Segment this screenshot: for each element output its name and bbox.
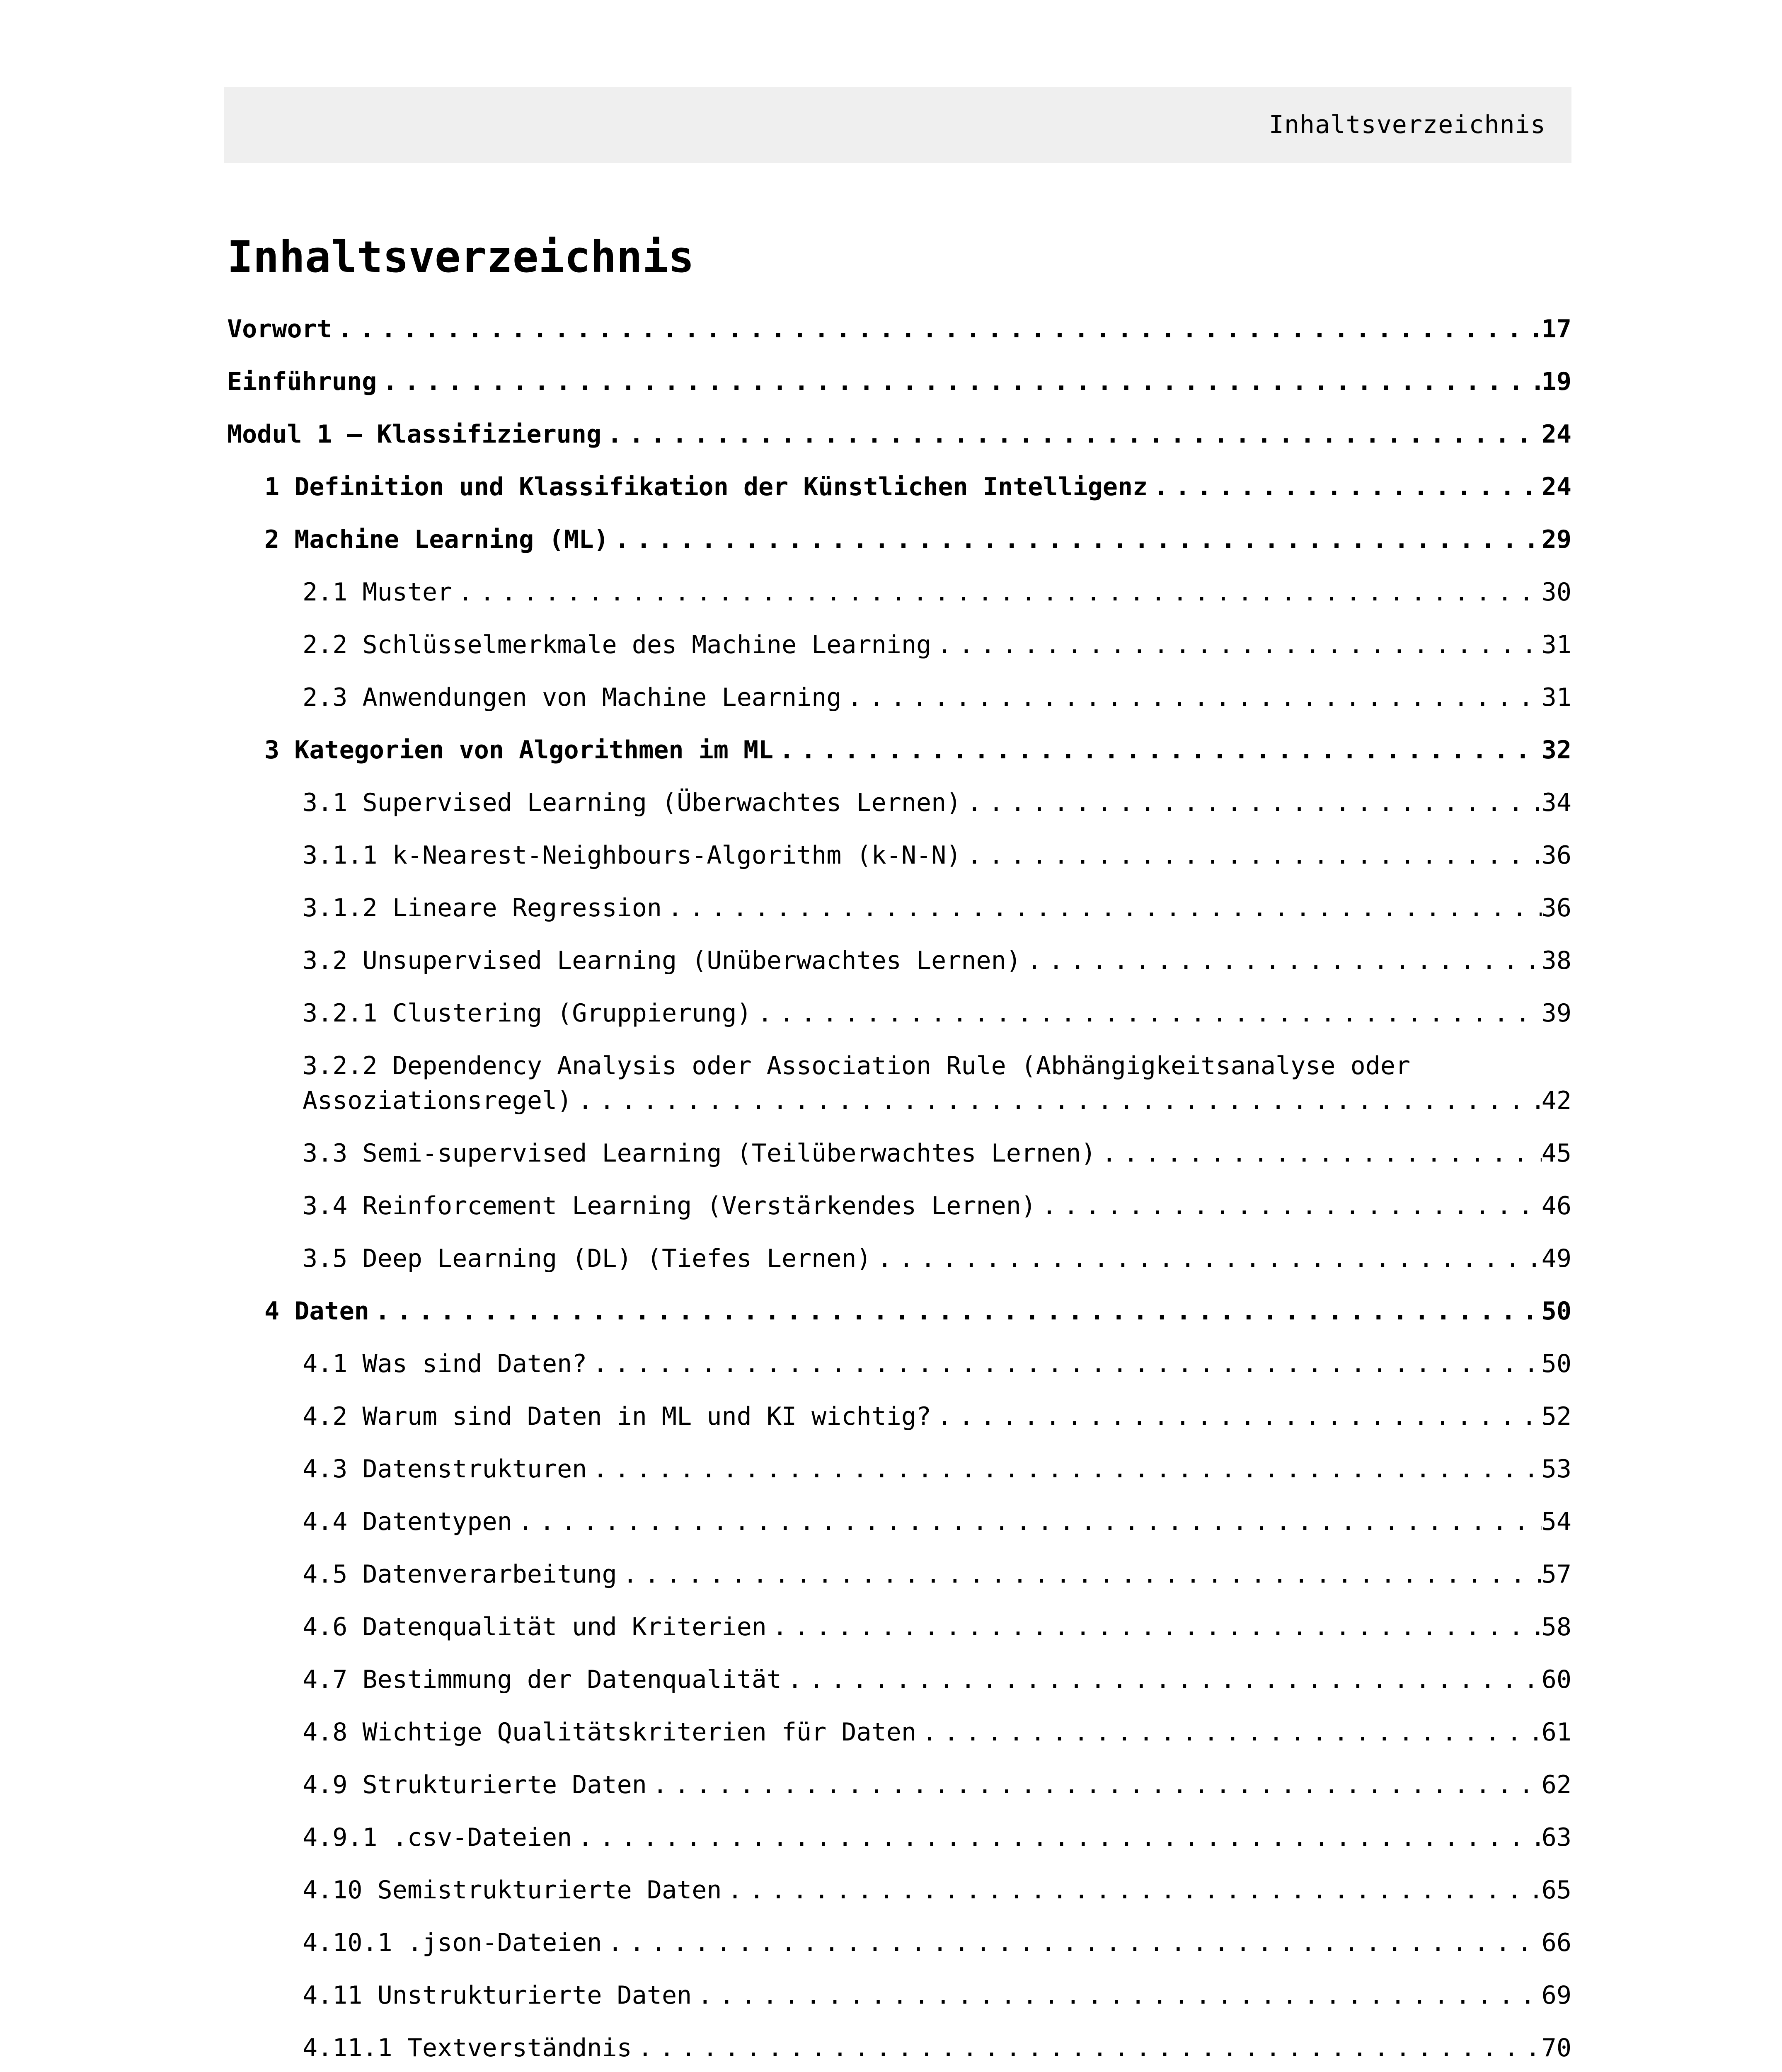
dot-leader [662,891,1542,925]
toc-entry[interactable] [227,2031,1571,2072]
dot-leader [632,2031,1542,2065]
dot-leader [1036,1188,1542,1223]
toc-entry-page: 57 [1541,1560,1571,1589]
toc-entry-page: 38 [1541,946,1571,975]
toc-entry-page: 53 [1541,1455,1571,1484]
toc-entry-label: Vorwort [227,315,332,344]
toc-entry[interactable] [227,1978,1571,2031]
dot-leader [722,1873,1541,1907]
dot-leader [767,1610,1542,1644]
toc-entry[interactable] [227,1557,1571,1610]
page-title: Inhaltsverzeichnis [227,232,695,282]
toc-entry-page: 32 [1541,736,1571,765]
dot-leader [369,1294,1542,1329]
dot-leader [587,1452,1541,1486]
toc-entry[interactable] [227,1346,1571,1399]
dot-leader [609,522,1542,557]
dot-leader [332,312,1542,346]
toc-entry[interactable] [227,891,1571,943]
toc-entry-label: 4.1 Was sind Daten? [303,1349,587,1378]
toc-entry[interactable] [227,1399,1571,1452]
toc-entry-label: 1 Definition und Klassifikation der Künstlichen Intelligenz [264,472,1148,501]
dot-leader [377,364,1542,399]
toc-entry-label: 3.3 Semi-supervised Learning (Teilüberwachtes Lernen) [303,1139,1096,1168]
toc-entry-page: 61 [1541,1718,1571,1747]
toc-entry[interactable] [227,312,1571,364]
dot-leader [587,1346,1541,1381]
toc-entry-page: 36 [1541,841,1571,870]
toc-entry[interactable] [227,1048,1571,1136]
toc-entry[interactable] [227,943,1571,996]
toc-entry-page: 24 [1541,472,1571,501]
toc-entry-page: 30 [1541,578,1571,607]
dot-leader [572,1820,1542,1855]
toc-entry[interactable] [227,364,1571,417]
toc-entry[interactable] [227,470,1571,522]
toc-entry-page: 36 [1541,893,1571,922]
toc-entry-page: 65 [1541,1876,1571,1905]
toc-entry-page: 54 [1541,1507,1571,1536]
toc-entry-page: 31 [1541,683,1571,712]
toc-entry-label: 4.11.1 Textverständnis [303,2033,632,2062]
toc-entry-page: 31 [1541,630,1571,659]
toc-entry-label: 3.1.2 Lineare Regression [303,893,662,922]
toc-entry-label: 4 Daten [264,1297,369,1326]
toc-entry-label: Assoziationsregel) [303,1086,572,1115]
toc-entry-label: 3.1 Supervised Learning (Überwachtes Lernen) [303,788,961,817]
dot-leader [872,1241,1542,1276]
toc-entry-label: 4.7 Bestimmung der Datenqualität [303,1665,782,1694]
dot-leader [773,733,1542,767]
toc-entry-label: 4.8 Wichtige Qualitätskriterien für Daten [303,1718,917,1747]
toc-entry[interactable] [227,785,1571,838]
dot-leader [601,417,1542,452]
dot-leader [931,627,1542,662]
toc-entry-page: 52 [1541,1402,1571,1431]
toc-entry-page: 50 [1541,1349,1571,1378]
toc-entry-label: 4.3 Datenstrukturen [303,1455,587,1484]
toc-entry-label: 4.6 Datenqualität und Kriterien [303,1612,767,1641]
toc-entry[interactable] [227,1767,1571,1820]
toc-entry[interactable] [227,1504,1571,1557]
toc-entry[interactable] [227,522,1571,575]
dot-leader [617,1557,1542,1592]
dot-leader [752,996,1542,1031]
toc-entry[interactable] [227,996,1571,1048]
toc-entry-label: 4.9 Strukturierte Daten [303,1770,647,1799]
toc-entry[interactable] [227,627,1571,680]
toc-entry-page: 50 [1541,1297,1571,1326]
dot-leader [841,680,1541,715]
toc-entry-page: 62 [1541,1770,1571,1799]
dot-leader [961,785,1541,820]
toc-entry-label: Einführung [227,367,377,396]
toc-entry-label: 3.4 Reinforcement Learning (Verstärkendes Lernen) [303,1191,1036,1220]
toc-entry-label: 2.2 Schlüsselmerkmale des Machine Learning [303,630,932,659]
dot-leader [647,1767,1542,1802]
dot-leader [1096,1136,1542,1171]
toc-entry[interactable] [227,1241,1571,1294]
toc-entry[interactable] [227,1188,1571,1241]
running-header [224,87,1571,163]
toc-entry[interactable] [227,417,1571,470]
toc-entry[interactable] [227,575,1571,627]
toc-entry-label: 4.2 Warum sind Daten in ML und KI wichtig? [303,1402,932,1431]
toc-entry-label-line1: 3.2.2 Dependency Analysis oder Association Rule (Abhängigkeitsanalyse oder [303,1051,1411,1080]
toc-entry-page: 63 [1541,1823,1571,1852]
toc-entry-page: 70 [1541,2033,1571,2062]
table-of-contents [227,312,1571,2072]
dot-leader [572,1083,1542,1118]
toc-entry-label: 4.10.1 .json-Dateien [303,1928,602,1957]
toc-entry-label: 4.10 Semistrukturierte Daten [303,1876,722,1905]
dot-leader [782,1662,1542,1697]
dot-leader [916,1715,1542,1750]
toc-entry[interactable] [227,1925,1571,1978]
dot-leader [1021,943,1542,978]
toc-entry-label: 2.1 Muster [303,578,453,607]
dot-leader [452,575,1542,610]
toc-entry-page: 46 [1541,1191,1571,1220]
toc-entry-label: 3.2.1 Clustering (Gruppierung) [303,999,752,1028]
toc-entry[interactable] [227,1873,1571,1925]
toc-entry-label: 4.5 Datenverarbeitung [303,1560,617,1589]
toc-entry[interactable] [227,1715,1571,1767]
toc-entry-page: 17 [1541,315,1571,344]
dot-leader [1148,470,1541,504]
toc-entry-label: 4.9.1 .csv-Dateien [303,1823,572,1852]
toc-entry-page: 24 [1541,420,1571,449]
toc-entry[interactable] [227,1610,1571,1662]
toc-entry[interactable] [227,1662,1571,1715]
toc-entry-page: 60 [1541,1665,1571,1694]
toc-entry-label: Modul 1 – Klassifizierung [227,420,602,449]
toc-entry-page: 29 [1541,525,1571,554]
toc-entry-page: 19 [1541,367,1571,396]
toc-entry-page: 49 [1541,1244,1571,1273]
toc-entry-page: 69 [1541,1981,1571,2010]
toc-entry-label: 3.2 Unsupervised Learning (Unüberwachtes Lernen) [303,946,1021,975]
running-header-title: Inhaltsverzeichnis [1269,110,1546,139]
dot-leader [692,1978,1542,2013]
dot-leader [961,838,1541,873]
toc-entry-label: 2 Machine Learning (ML) [264,525,609,554]
toc-entry-page: 42 [1541,1086,1571,1115]
toc-entry[interactable] [227,733,1571,785]
dot-leader [931,1399,1542,1434]
toc-entry-label: 3.5 Deep Learning (DL) (Tiefes Lernen) [303,1244,872,1273]
toc-entry-label: 4.4 Datentypen [303,1507,512,1536]
toc-entry-label: 3.1.1 k-Nearest-Neighbours-Algorithm (k-N-N) [303,841,961,870]
toc-entry-label: 2.3 Anwendungen von Machine Learning [303,683,842,712]
toc-entry-page: 39 [1541,999,1571,1028]
dot-leader [512,1504,1542,1539]
toc-entry[interactable] [227,838,1571,891]
toc-entry[interactable] [227,1820,1571,1873]
toc-entry-page: 34 [1541,788,1571,817]
toc-entry-label: 4.11 Unstrukturierte Daten [303,1981,692,2010]
dot-leader [602,1925,1541,1960]
toc-entry-page: 58 [1541,1612,1571,1641]
toc-entry[interactable] [227,1294,1571,1346]
toc-entry-page: 66 [1541,1928,1571,1957]
toc-entry-label: 3 Kategorien von Algorithmen im ML [264,736,774,765]
toc-entry[interactable] [227,680,1571,733]
toc-entry[interactable] [227,1452,1571,1504]
toc-entry-page: 45 [1541,1139,1571,1168]
toc-entry[interactable] [227,1136,1571,1188]
